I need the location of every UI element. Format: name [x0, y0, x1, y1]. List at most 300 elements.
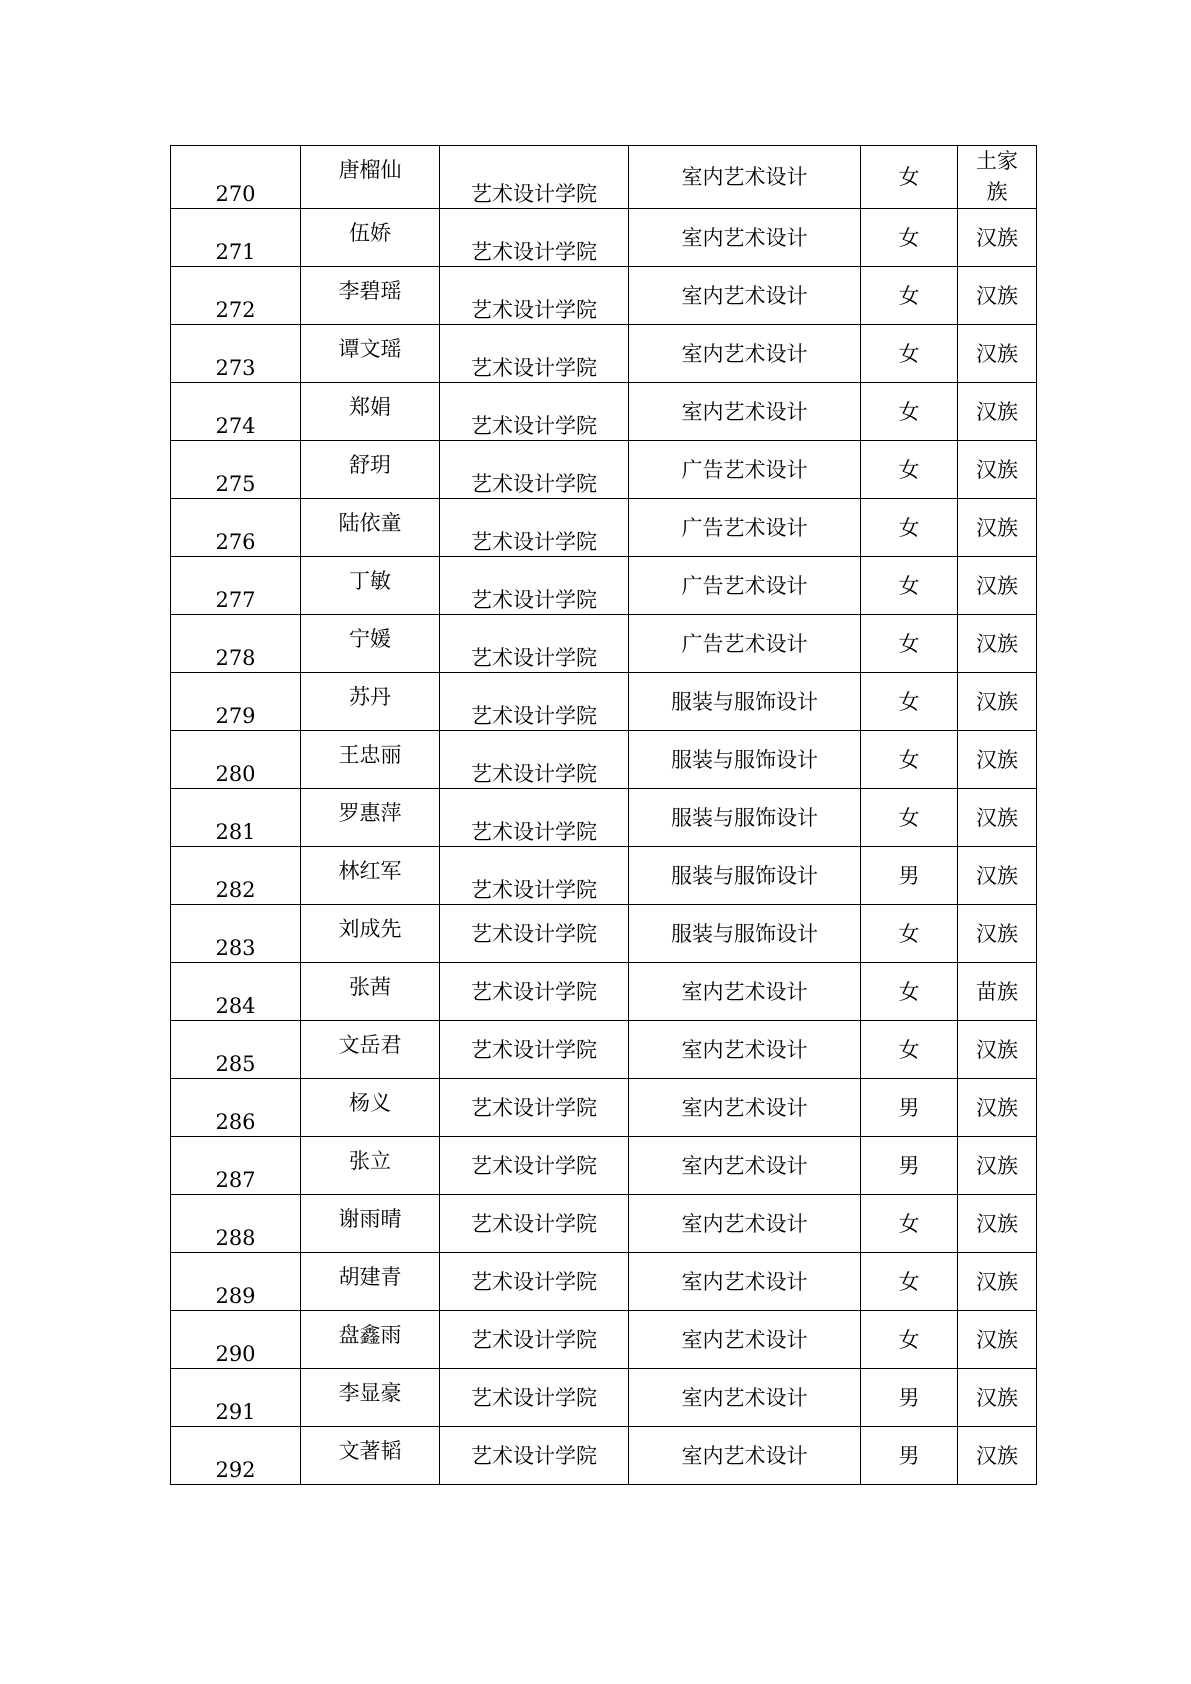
gender: 女	[898, 1037, 920, 1062]
gender: 女	[898, 1269, 920, 1294]
college-name: 艺术设计学院	[471, 1385, 597, 1410]
gender-cell	[861, 615, 958, 673]
major-name: 广告艺术设计	[681, 573, 808, 598]
college-name-cell	[440, 1137, 629, 1195]
gender: 男	[898, 863, 920, 888]
major-name: 广告艺术设计	[681, 457, 808, 482]
student-name: 郑娟	[349, 395, 391, 419]
major-name-cell	[629, 383, 861, 441]
row-number-cell	[171, 325, 301, 383]
student-name: 宁媛	[349, 627, 391, 651]
student-name-cell	[301, 847, 440, 905]
college-name-cell	[440, 383, 629, 441]
student-name: 张茜	[349, 975, 391, 999]
major-name-cell	[629, 1311, 861, 1369]
college-name: 艺术设计学院	[471, 1037, 597, 1062]
student-name: 谢雨晴	[338, 1207, 402, 1231]
table-row	[171, 1137, 1037, 1195]
table-row	[171, 325, 1037, 383]
ethnicity: 汉族	[976, 1153, 1018, 1178]
student-name: 盘鑫雨	[338, 1323, 402, 1347]
gender-cell	[861, 383, 958, 441]
ethnicity: 汉族	[976, 457, 1018, 482]
table-row	[171, 1079, 1037, 1137]
ethnicity: 汉族	[976, 631, 1018, 656]
gender: 女	[898, 573, 920, 598]
gender-cell	[861, 1369, 958, 1427]
ethnicity-cell	[958, 499, 1037, 557]
row-number-cell	[171, 847, 301, 905]
row-number-cell	[171, 731, 301, 789]
row-number-cell	[171, 905, 301, 963]
college-name: 艺术设计学院	[471, 979, 597, 1004]
major-name: 室内艺术设计	[681, 399, 808, 424]
student-name-cell	[301, 905, 440, 963]
college-name-cell	[440, 146, 629, 209]
college-name-cell	[440, 847, 629, 905]
ethnicity-cell	[958, 1253, 1037, 1311]
college-name-cell	[440, 267, 629, 325]
major-name-cell	[629, 1253, 861, 1311]
gender: 男	[898, 1443, 920, 1468]
major-name: 室内艺术设计	[681, 165, 808, 189]
ethnicity: 汉族	[976, 1037, 1018, 1062]
college-name: 艺术设计学院	[471, 921, 597, 946]
ethnicity: 汉族	[976, 515, 1018, 540]
student-name-cell	[301, 963, 440, 1021]
row-number-cell	[171, 1253, 301, 1311]
major-name: 服装与服饰设计	[671, 805, 818, 830]
ethnicity-cell	[958, 267, 1037, 325]
college-name-cell	[440, 557, 629, 615]
major-name: 室内艺术设计	[681, 1037, 808, 1062]
ethnicity: 汉族	[976, 225, 1018, 250]
college-name-cell	[440, 1021, 629, 1079]
ethnicity-cell	[958, 963, 1037, 1021]
college-name: 艺术设计学院	[471, 1327, 597, 1352]
college-name: 艺术设计学院	[471, 240, 597, 264]
student-name: 谭文瑶	[338, 337, 402, 361]
ethnicity: 汉族	[976, 805, 1018, 830]
major-name-cell	[629, 1079, 861, 1137]
ethnicity-cell	[958, 1021, 1037, 1079]
gender-cell	[861, 789, 958, 847]
gender: 女	[898, 1327, 920, 1352]
gender: 女	[898, 921, 920, 946]
row-number-cell	[171, 383, 301, 441]
student-name-cell	[301, 1369, 440, 1427]
major-name: 广告艺术设计	[681, 515, 808, 540]
major-name-cell	[629, 731, 861, 789]
college-name-cell	[440, 905, 629, 963]
gender: 女	[898, 805, 920, 830]
ethnicity: 汉族	[976, 863, 1018, 888]
college-name-cell	[440, 1079, 629, 1137]
student-name-cell	[301, 731, 440, 789]
table-row	[171, 1253, 1037, 1311]
major-name-cell	[629, 789, 861, 847]
student-name: 伍娇	[349, 221, 391, 245]
table-row	[171, 1369, 1037, 1427]
student-name: 王忠丽	[338, 743, 402, 767]
student-name-cell	[301, 1311, 440, 1369]
gender: 女	[898, 747, 920, 772]
major-name-cell	[629, 441, 861, 499]
major-name: 室内艺术设计	[681, 1269, 808, 1294]
gender-cell	[861, 146, 958, 209]
student-name: 陆依童	[338, 511, 402, 535]
row-number: 283	[215, 936, 256, 960]
ethnicity-cell	[958, 325, 1037, 383]
ethnicity-cell	[958, 789, 1037, 847]
table-row	[171, 673, 1037, 731]
row-number: 279	[215, 704, 256, 728]
student-name: 文岳君	[338, 1033, 402, 1057]
row-number-cell	[171, 1427, 301, 1485]
student-name-cell	[301, 1021, 440, 1079]
college-name-cell	[440, 499, 629, 557]
row-number: 282	[215, 878, 256, 902]
student-name-cell	[301, 615, 440, 673]
row-number-cell	[171, 1311, 301, 1369]
student-name-cell	[301, 267, 440, 325]
major-name: 服装与服饰设计	[671, 747, 818, 772]
row-number: 288	[215, 1226, 256, 1250]
student-name: 胡建青	[338, 1265, 402, 1289]
gender: 女	[898, 689, 920, 714]
student-name: 杨义	[349, 1091, 391, 1115]
college-name-cell	[440, 325, 629, 383]
major-name: 室内艺术设计	[681, 283, 808, 308]
major-name: 服装与服饰设计	[671, 863, 818, 888]
row-number-cell	[171, 1195, 301, 1253]
college-name-cell	[440, 963, 629, 1021]
student-name: 唐榴仙	[338, 158, 402, 182]
row-number-cell	[171, 1021, 301, 1079]
gender: 女	[898, 283, 920, 308]
student-name-cell	[301, 209, 440, 267]
major-name-cell	[629, 557, 861, 615]
ethnicity: 苗族	[976, 979, 1018, 1004]
row-number-cell	[171, 789, 301, 847]
major-name-cell	[629, 615, 861, 673]
student-name: 罗惠萍	[338, 801, 402, 825]
major-name: 室内艺术设计	[681, 979, 808, 1004]
college-name: 艺术设计学院	[471, 530, 597, 554]
ethnicity: 汉族	[976, 399, 1018, 424]
student-roster-table	[170, 145, 1037, 1485]
row-number-cell	[171, 1369, 301, 1427]
ethnicity: 汉族	[976, 747, 1018, 772]
gender-cell	[861, 1427, 958, 1485]
student-name-cell	[301, 383, 440, 441]
row-number: 271	[215, 240, 256, 264]
student-name-cell	[301, 1137, 440, 1195]
ethnicity-cell	[958, 209, 1037, 267]
college-name-cell	[440, 1369, 629, 1427]
major-name-cell	[629, 267, 861, 325]
table-row	[171, 441, 1037, 499]
student-name: 文著韬	[338, 1439, 402, 1463]
gender: 女	[898, 515, 920, 540]
row-number: 290	[215, 1342, 256, 1366]
gender: 女	[898, 165, 920, 189]
table-row	[171, 146, 1037, 209]
student-name-cell	[301, 146, 440, 209]
major-name: 广告艺术设计	[681, 631, 808, 656]
gender-cell	[861, 963, 958, 1021]
major-name: 室内艺术设计	[681, 1153, 808, 1178]
gender: 女	[898, 979, 920, 1004]
college-name: 艺术设计学院	[471, 182, 597, 206]
college-name-cell	[440, 615, 629, 673]
gender: 女	[898, 225, 920, 250]
major-name-cell	[629, 1195, 861, 1253]
college-name: 艺术设计学院	[471, 356, 597, 380]
major-name: 室内艺术设计	[681, 1095, 808, 1120]
table-row	[171, 1311, 1037, 1369]
college-name-cell	[440, 441, 629, 499]
ethnicity: 汉族	[976, 1095, 1018, 1120]
college-name: 艺术设计学院	[471, 298, 597, 322]
gender-cell	[861, 1137, 958, 1195]
gender-cell	[861, 847, 958, 905]
college-name-cell	[440, 209, 629, 267]
student-name-cell	[301, 499, 440, 557]
major-name-cell	[629, 146, 861, 209]
table-row	[171, 383, 1037, 441]
student-name: 李显豪	[338, 1381, 402, 1405]
ethnicity: 汉族	[976, 1211, 1018, 1236]
gender-cell	[861, 905, 958, 963]
row-number: 278	[215, 646, 256, 670]
student-name: 刘成先	[338, 917, 402, 941]
row-number: 285	[215, 1052, 256, 1076]
student-name: 舒玥	[349, 453, 391, 477]
table-row	[171, 1195, 1037, 1253]
gender-cell	[861, 209, 958, 267]
table-row	[171, 905, 1037, 963]
ethnicity: 土家族	[976, 149, 1018, 204]
major-name-cell	[629, 1427, 861, 1485]
student-name-cell	[301, 441, 440, 499]
college-name-cell	[440, 1427, 629, 1485]
gender-cell	[861, 673, 958, 731]
student-name-cell	[301, 673, 440, 731]
row-number-cell	[171, 673, 301, 731]
ethnicity: 汉族	[976, 1327, 1018, 1352]
major-name-cell	[629, 905, 861, 963]
student-name: 林红军	[338, 859, 402, 883]
row-number-cell	[171, 557, 301, 615]
row-number-cell	[171, 1079, 301, 1137]
table-row	[171, 1021, 1037, 1079]
table-row	[171, 209, 1037, 267]
ethnicity-cell	[958, 146, 1037, 209]
college-name: 艺术设计学院	[471, 704, 597, 728]
college-name-cell	[440, 673, 629, 731]
ethnicity-cell	[958, 731, 1037, 789]
major-name: 室内艺术设计	[681, 225, 808, 250]
major-name: 室内艺术设计	[681, 1385, 808, 1410]
ethnicity-cell	[958, 441, 1037, 499]
major-name: 室内艺术设计	[681, 1443, 808, 1468]
gender-cell	[861, 1021, 958, 1079]
college-name-cell	[440, 1311, 629, 1369]
row-number: 292	[215, 1458, 256, 1482]
college-name-cell	[440, 789, 629, 847]
college-name: 艺术设计学院	[471, 1095, 597, 1120]
gender-cell	[861, 1079, 958, 1137]
major-name: 服装与服饰设计	[671, 689, 818, 714]
ethnicity-cell	[958, 1427, 1037, 1485]
college-name: 艺术设计学院	[471, 1153, 597, 1178]
row-number: 289	[215, 1284, 256, 1308]
gender-cell	[861, 499, 958, 557]
college-name: 艺术设计学院	[471, 588, 597, 612]
gender-cell	[861, 325, 958, 383]
row-number: 284	[215, 994, 256, 1018]
ethnicity: 汉族	[976, 341, 1018, 366]
ethnicity: 汉族	[976, 573, 1018, 598]
college-name-cell	[440, 1195, 629, 1253]
major-name-cell	[629, 1137, 861, 1195]
gender-cell	[861, 557, 958, 615]
college-name: 艺术设计学院	[471, 472, 597, 496]
ethnicity: 汉族	[976, 1443, 1018, 1468]
table-row	[171, 1427, 1037, 1485]
college-name: 艺术设计学院	[471, 414, 597, 438]
row-number: 291	[215, 1400, 256, 1424]
gender-cell	[861, 1195, 958, 1253]
ethnicity: 汉族	[976, 283, 1018, 308]
ethnicity-cell	[958, 1079, 1037, 1137]
major-name: 室内艺术设计	[681, 1327, 808, 1352]
major-name-cell	[629, 499, 861, 557]
major-name-cell	[629, 847, 861, 905]
major-name-cell	[629, 673, 861, 731]
row-number: 272	[215, 298, 256, 322]
student-name-cell	[301, 325, 440, 383]
gender-cell	[861, 267, 958, 325]
college-name: 艺术设计学院	[471, 1211, 597, 1236]
college-name: 艺术设计学院	[471, 762, 597, 786]
row-number-cell	[171, 209, 301, 267]
ethnicity-cell	[958, 383, 1037, 441]
student-name-cell	[301, 1079, 440, 1137]
gender: 女	[898, 341, 920, 366]
row-number: 270	[215, 182, 256, 206]
major-name-cell	[629, 1369, 861, 1427]
ethnicity-cell	[958, 673, 1037, 731]
ethnicity: 汉族	[976, 1269, 1018, 1294]
student-name: 张立	[349, 1149, 391, 1173]
college-name-cell	[440, 1253, 629, 1311]
college-name: 艺术设计学院	[471, 878, 597, 902]
ethnicity-cell	[958, 905, 1037, 963]
ethnicity: 汉族	[976, 689, 1018, 714]
gender: 男	[898, 1153, 920, 1178]
major-name-cell	[629, 1021, 861, 1079]
row-number: 281	[215, 820, 256, 844]
ethnicity-cell	[958, 1311, 1037, 1369]
gender: 男	[898, 1385, 920, 1410]
row-number: 276	[215, 530, 256, 554]
ethnicity: 汉族	[976, 1385, 1018, 1410]
college-name: 艺术设计学院	[471, 820, 597, 844]
table-row	[171, 789, 1037, 847]
major-name: 服装与服饰设计	[671, 921, 818, 946]
table-row	[171, 847, 1037, 905]
student-name-cell	[301, 1427, 440, 1485]
college-name: 艺术设计学院	[471, 646, 597, 670]
gender-cell	[861, 1253, 958, 1311]
row-number-cell	[171, 1137, 301, 1195]
gender-cell	[861, 441, 958, 499]
row-number-cell	[171, 441, 301, 499]
student-name-cell	[301, 557, 440, 615]
major-name-cell	[629, 963, 861, 1021]
student-name: 李碧瑶	[338, 279, 402, 303]
table-row	[171, 267, 1037, 325]
gender: 女	[898, 457, 920, 482]
row-number: 275	[215, 472, 256, 496]
college-name: 艺术设计学院	[471, 1443, 597, 1468]
student-name-cell	[301, 789, 440, 847]
row-number-cell	[171, 499, 301, 557]
table-row	[171, 499, 1037, 557]
gender: 男	[898, 1095, 920, 1120]
ethnicity-cell	[958, 1195, 1037, 1253]
college-name-cell	[440, 731, 629, 789]
college-name: 艺术设计学院	[471, 1269, 597, 1294]
ethnicity-cell	[958, 615, 1037, 673]
gender-cell	[861, 1311, 958, 1369]
student-name-cell	[301, 1253, 440, 1311]
student-name-cell	[301, 1195, 440, 1253]
row-number: 280	[215, 762, 256, 786]
row-number-cell	[171, 146, 301, 209]
roster-body	[171, 146, 1037, 1485]
row-number: 287	[215, 1168, 256, 1192]
row-number: 273	[215, 356, 256, 380]
gender: 女	[898, 631, 920, 656]
gender-cell	[861, 731, 958, 789]
ethnicity-cell	[958, 1137, 1037, 1195]
row-number: 286	[215, 1110, 256, 1134]
table-row	[171, 557, 1037, 615]
table-row	[171, 615, 1037, 673]
table-row	[171, 963, 1037, 1021]
row-number: 277	[215, 588, 256, 612]
table-row	[171, 731, 1037, 789]
student-name: 丁敏	[349, 569, 391, 593]
major-name-cell	[629, 209, 861, 267]
row-number-cell	[171, 267, 301, 325]
student-name: 苏丹	[349, 685, 391, 709]
major-name: 室内艺术设计	[681, 1211, 808, 1236]
row-number: 274	[215, 414, 256, 438]
ethnicity-cell	[958, 847, 1037, 905]
row-number-cell	[171, 615, 301, 673]
gender: 女	[898, 399, 920, 424]
ethnicity-cell	[958, 1369, 1037, 1427]
major-name: 室内艺术设计	[681, 341, 808, 366]
major-name-cell	[629, 325, 861, 383]
ethnicity-cell	[958, 557, 1037, 615]
gender: 女	[898, 1211, 920, 1236]
ethnicity: 汉族	[976, 921, 1018, 946]
